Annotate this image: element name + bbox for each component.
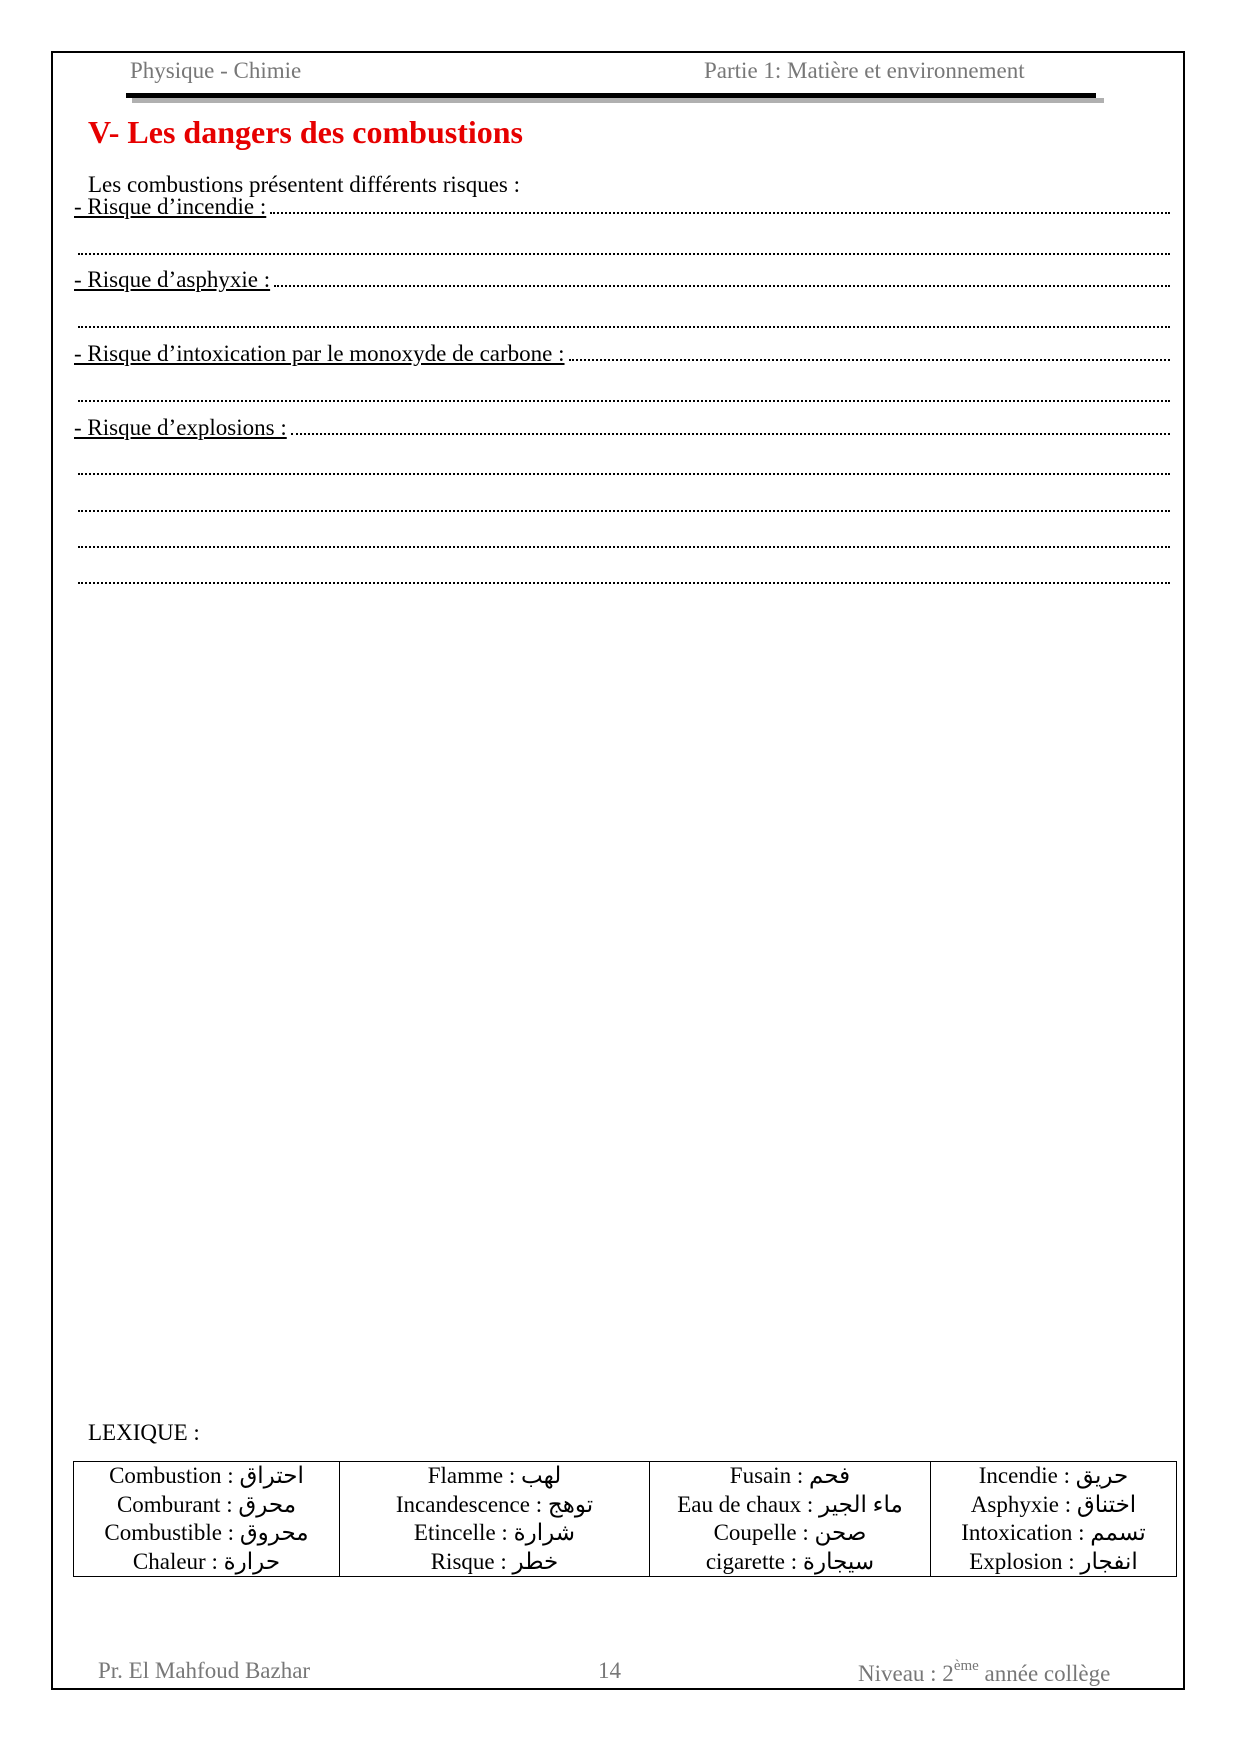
fill-dots <box>569 358 1170 361</box>
section-title: V- Les dangers des combustions <box>88 114 523 150</box>
fill-dots <box>291 432 1170 435</box>
lexique-title: LEXIQUE : <box>88 1420 200 1445</box>
risk-label-explosions: - Risque d’explosions : <box>74 415 287 440</box>
lexique-entry: Chaleur : حرارة <box>132 1548 281 1574</box>
risk-line-incendie <box>74 190 1172 220</box>
risk-line-asphyxie <box>74 263 1172 293</box>
blank-line <box>74 304 1172 334</box>
level-prefix: Niveau : 2 <box>858 1661 954 1686</box>
fill-dots <box>78 509 1170 512</box>
lexique-cell <box>340 1462 650 1577</box>
lexique-entry: Combustible : محروق <box>104 1520 309 1545</box>
header-subject: Physique - Chimie <box>130 58 302 83</box>
header-rule-shadow <box>132 98 1104 103</box>
risk-label-incendie: - Risque d’incendie : <box>74 194 267 219</box>
risk-label-asphyxie: - Risque d’asphyxie : <box>74 267 271 292</box>
fill-dots <box>78 325 1170 328</box>
fill-dots <box>78 399 1170 402</box>
lexique-entry: Etincelle : شرارة <box>413 1520 576 1545</box>
fill-dots <box>78 472 1170 475</box>
fill-dots <box>78 545 1170 548</box>
fill-dots <box>274 284 1170 287</box>
level-suffix: année collège <box>978 1661 1111 1686</box>
blank-line <box>74 231 1172 261</box>
lexique-cell <box>74 1462 340 1577</box>
lexique-entry: Intoxication : تسمم <box>961 1520 1146 1545</box>
blank-line <box>74 488 1172 518</box>
blank-line <box>74 560 1172 590</box>
lexique-row <box>74 1462 1177 1577</box>
lexique-entry: Fusain : فحم <box>729 1463 851 1488</box>
blank-line <box>74 451 1172 481</box>
blank-line <box>74 378 1172 408</box>
lexique-entry: Incendie : حريق <box>978 1463 1129 1488</box>
fill-dots <box>78 252 1170 255</box>
lexique-entry: Risque : خطر <box>430 1548 559 1574</box>
intro-text: Les combustions présentent différents risques : <box>88 172 521 197</box>
fill-dots <box>270 211 1170 214</box>
lexique-entry: Coupelle : صحن <box>713 1520 867 1545</box>
lexique-cell <box>931 1462 1177 1577</box>
risk-label-intoxication: - Risque d’intoxication par le monoxyde de carbone : <box>74 341 565 366</box>
lexique-entry: Asphyxie : اختناق <box>970 1491 1137 1517</box>
header-part: Partie 1: Matière et environnement <box>704 58 1025 83</box>
risk-line-intoxication <box>74 337 1172 367</box>
lexique-entry: Combustion : احتراق <box>109 1463 304 1488</box>
lexique-entry: Comburant : محرق <box>116 1491 297 1517</box>
lexique-entry: Eau de chaux : ماء الجير <box>677 1491 903 1517</box>
lexique-cell <box>650 1462 931 1577</box>
level-superscript: ème <box>953 1658 979 1674</box>
risk-line-explosions <box>74 411 1172 441</box>
lexique-entry: Flamme : لهب <box>427 1463 562 1488</box>
blank-line <box>74 524 1172 554</box>
footer-author: Pr. El Mahfoud Bazhar <box>98 1658 311 1683</box>
lexique-entry: cigarette : سيجارة <box>705 1548 875 1574</box>
fill-dots <box>78 581 1170 584</box>
footer-level <box>858 1658 1110 1687</box>
page-number: 14 <box>598 1658 621 1683</box>
lexique-entry: Explosion : انفجار <box>969 1548 1138 1574</box>
lexique-entry: Incandescence : توهج <box>395 1491 594 1517</box>
lexique-table <box>73 1461 1177 1577</box>
page-border <box>51 51 1185 1690</box>
